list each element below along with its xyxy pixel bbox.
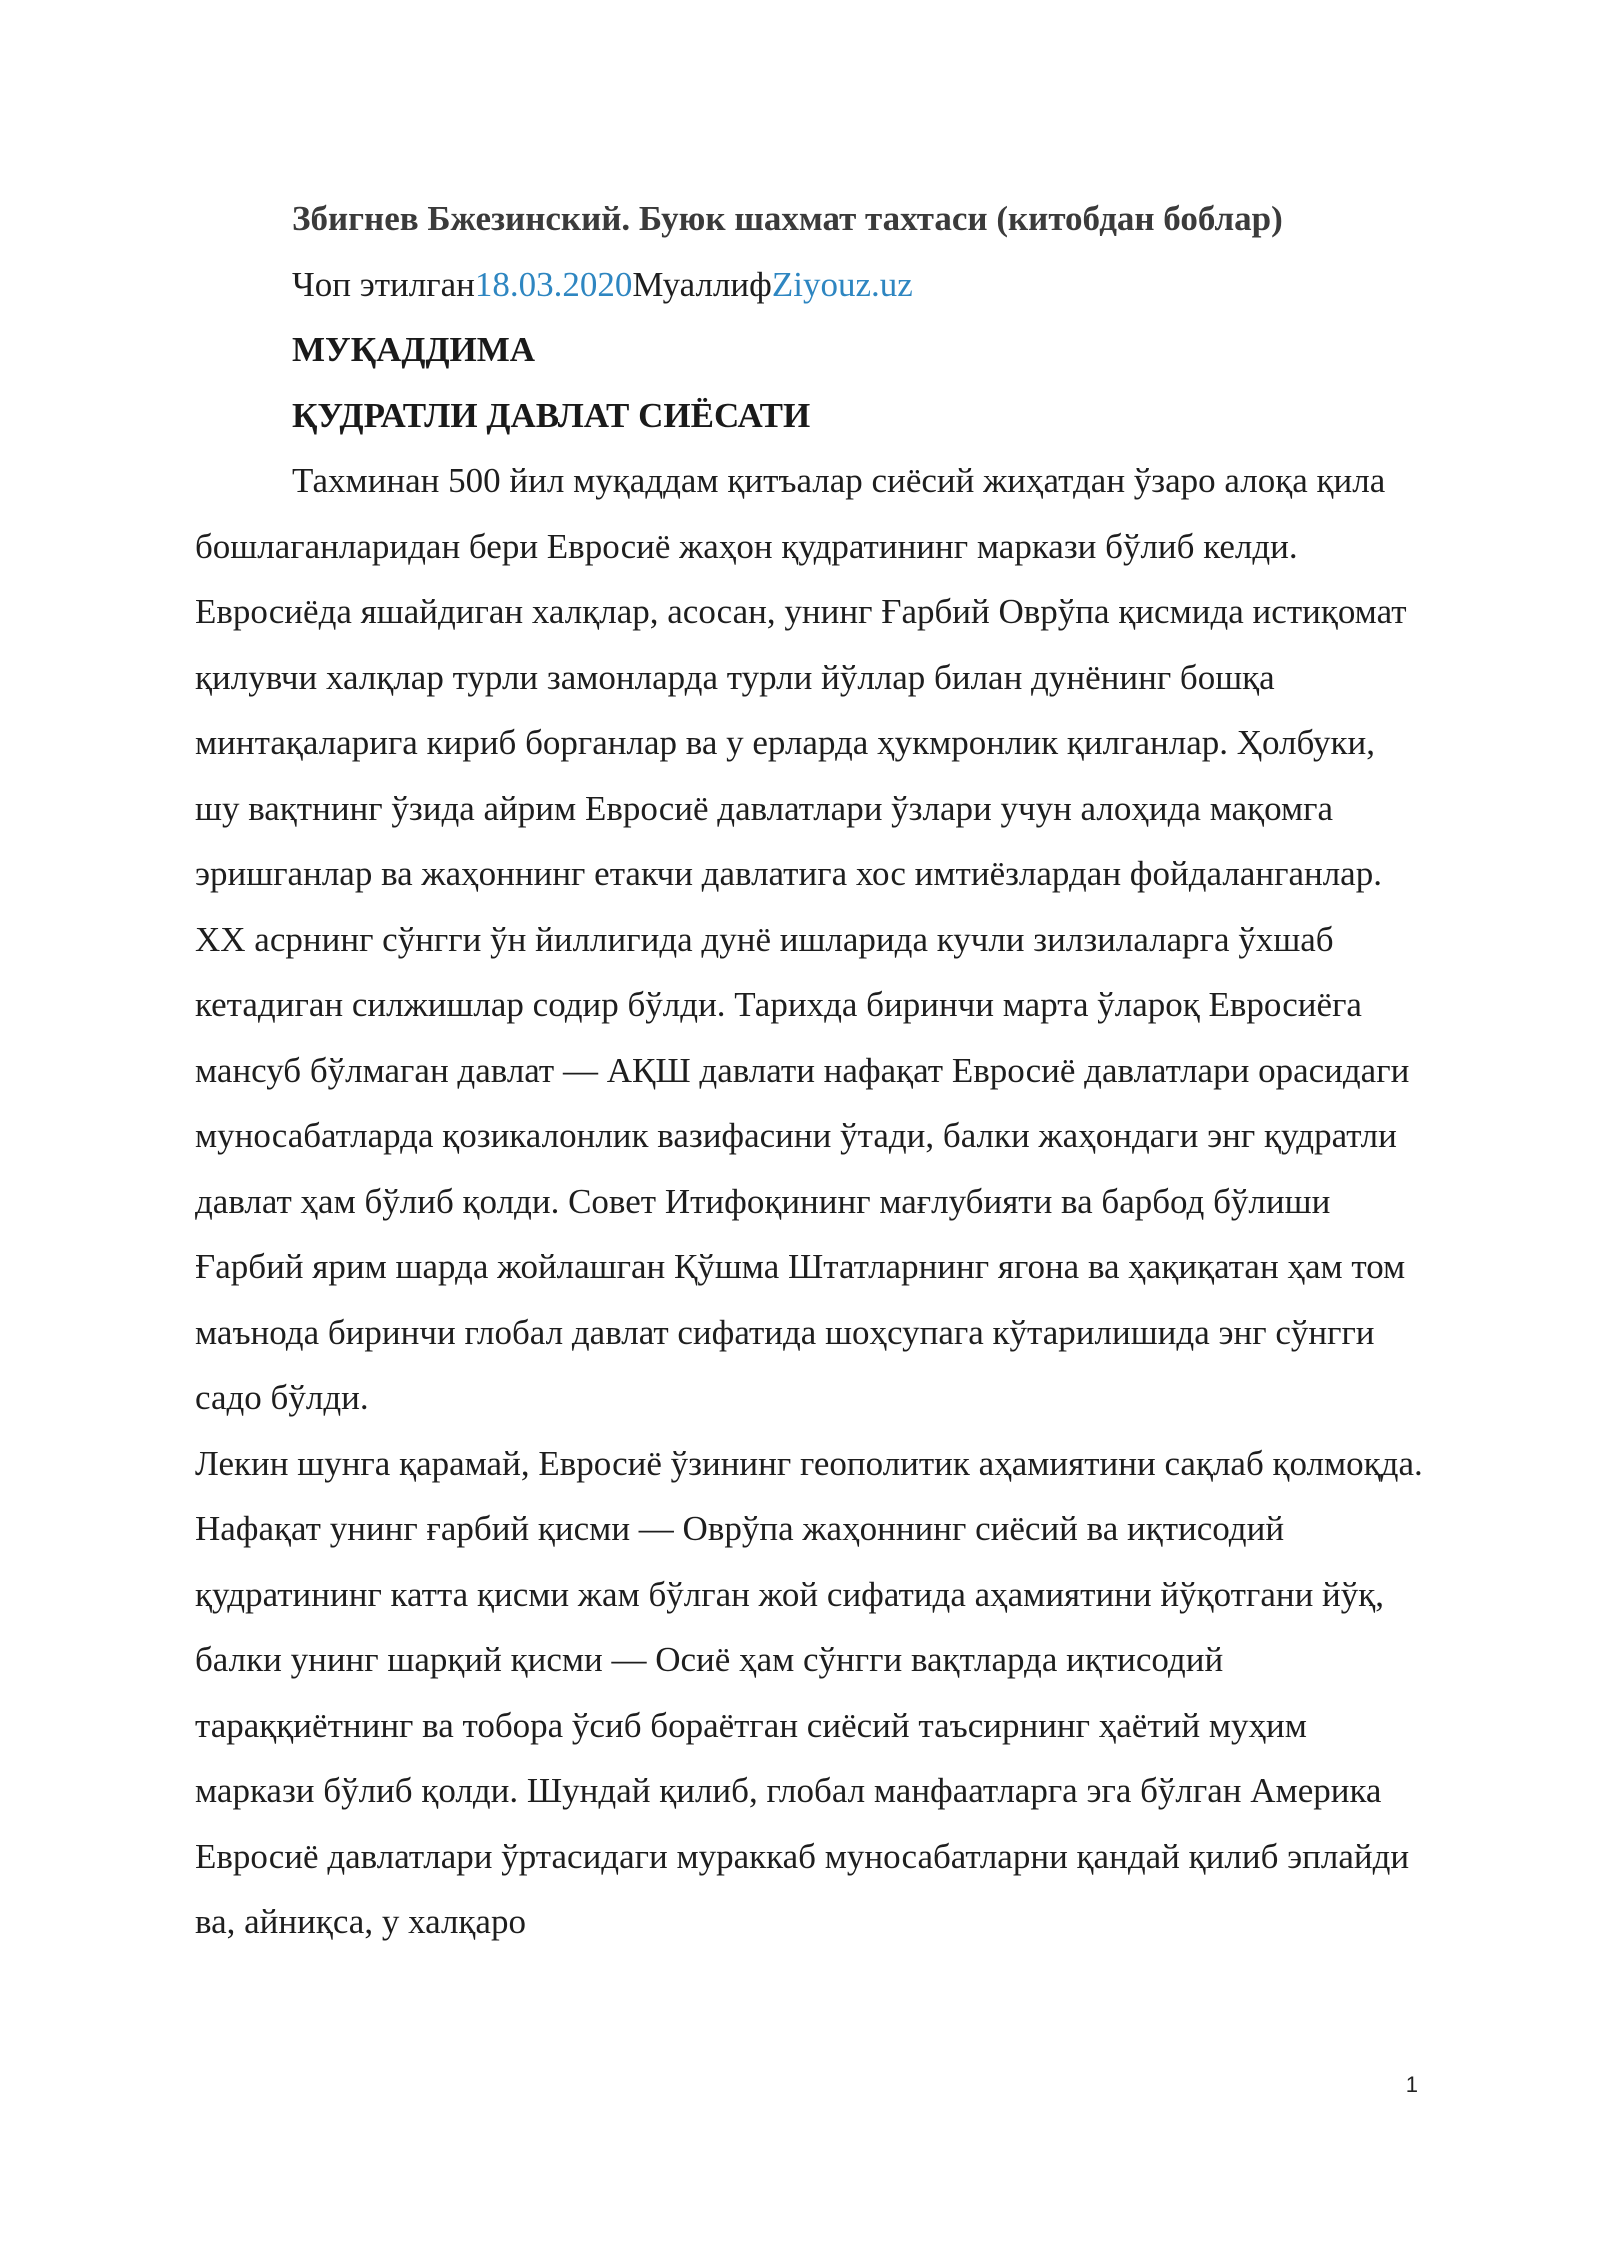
- author-label: Муаллиф: [632, 264, 772, 304]
- author-link[interactable]: Ziyouz.uz: [771, 264, 913, 304]
- page-number: 1: [1405, 2072, 1418, 2097]
- section-heading-preface: МУҚАДДИМА: [292, 330, 536, 369]
- published-date-link[interactable]: 18.03.2020: [474, 264, 633, 304]
- document-body: [195, 186, 1425, 1955]
- paragraph-3: Лекин шунга қарамай, Евросиё ўзининг геополитик аҳамиятини сақлаб қолмоқда. Нафақат унинг ғарбий қисми — Оврўпа жаҳоннинг сиёсий ва иқтисодий қудратининг катта қисми жам бўлган жой сифатида аҳамиятини йўқотгани йўқ, балки унинг шарқий қисми — Осиё ҳам сўнгги вақтларда иқтисодий тараққиётнинг ва тобора ўсиб бораётган сиёсий таъсирнинг ҳаётий муҳим маркази бўлиб қолди. Шундай қилиб, глобал манфаатларга эга бўлган Америка Евросиё давлатлари ўртасидаги мураккаб муносабатларни қандай қилиб эплайди ва, айниқса, у халқаро: [195, 1443, 1423, 1941]
- document-title: Збигнев Бжезинский. Буюк шахмат тахтаси (китобдан боблар): [292, 199, 1283, 238]
- paragraph-1: Тахминан 500 йил муқаддам қитъалар сиёсий жиҳатдан ўзаро алоқа қила бошлаганларидан бери Евросиё жаҳон қудратининг маркази бўлиб келди. Евросиёда яшайдиган халқлар, асосан, унинг Ғарбий Оврўпа қисмида истиқомат қилувчи халқлар турли замонларда турли йўллар билан дунёнинг бошқа минтақаларига кириб борганлар ва у ерларда ҳукмронлик қилганлар. Ҳолбуки, шу вақтнинг ўзида айрим Евросиё давлатлари ўзлари учун алоҳида мақомга эришганлар ва жаҳоннинг етакчи давлатига хос имтиёзлардан фойдаланганлар.: [195, 461, 1407, 893]
- publication-meta: [195, 252, 1425, 318]
- paragraph-2: XX асрнинг сўнгги ўн йиллигида дунё ишларида кучли зилзилаларга ўхшаб кетадиган силжишлар содир бўлди. Тарихда биринчи марта ўлароқ Евросиёга мансуб бўлмаган давлат — АҚШ давлати нафақат Евросиё давлатлари орасидаги муносабатларда қозикалонлик вазифасини ўтади, балки жаҳондаги энг қудратли давлат ҳам бўлиб қолди. Совет Итифоқининг мағлубияти ва барбод бўлиши Ғарбий ярим шарда жойлашган Қўшма Штатларнинг ягона ва ҳақиқатан ҳам том маънода биринчи глобал давлат сифатида шоҳсупага кўтарилишида энг сўнгги садо бўлди.: [195, 919, 1410, 1417]
- published-label: Чоп этилган: [292, 264, 475, 304]
- section-heading-power-politics: ҚУДРАТЛИ ДАВЛАТ СИЁСАТИ: [292, 395, 811, 435]
